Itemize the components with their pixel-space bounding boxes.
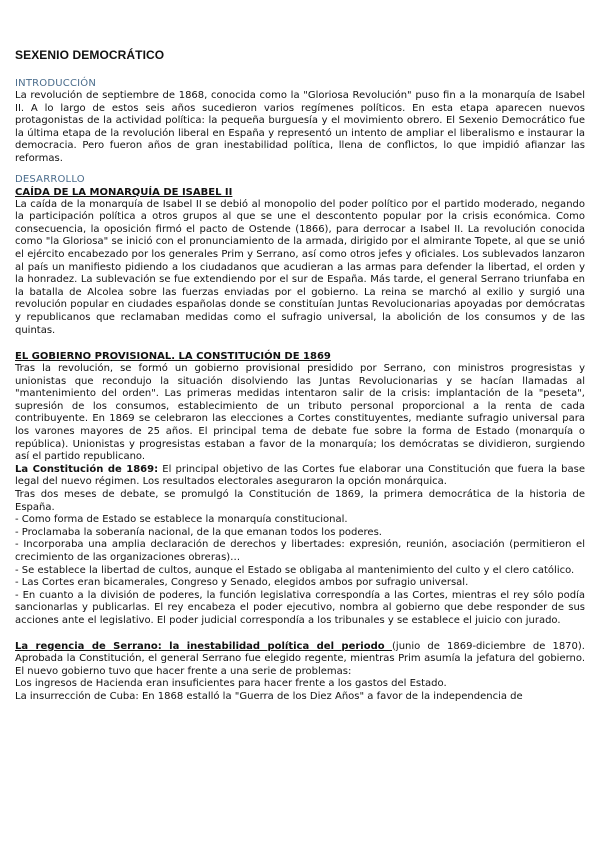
regency-line-treasury: Los ingresos de Hacienda eran insuficientes para hacer frente a los gastos del Estado. (15, 678, 447, 690)
constitution-paragraph (15, 464, 585, 489)
intro-paragraph: La revolución de septiembre de 1868, conocida como la "Gloriosa Revolución" puso fin a la monarquía de Isabel II. A lo largo de estos seis años sucedieron varios regímenes políticos. En esta etapa aparecen nuevos protagonistas de la actividad política: la pequeña burguesía y el movimiento obrero. El Sexenio Democrático fue la última etapa de la revolución liberal en España y representó un intento de ampliar el liberalismo e instaurar la democracia. Pero fueron años de gran inestabilidad política, llena de conflictos, lo que impidió afianzar las reformas. (15, 90, 585, 164)
provisional-paragraph: Tras la revolución, se formó un gobierno provisional presidido por Serrano, con ministros progresistas y unionistas que recondujo la situación disolviendo las Juntas Revolucionarias y se hacían llamadas al "mantenimiento del orden". Las primeras medidas intentaron salir de la crisis: implantación de la "peseta", supresión de los consumos, establecimiento de un tributo personal proporcional a la renta de cada contribuyente. En 1869 se celebraron las elecciones a Cortes constituyentes, mediante sufragio universal para los varones mayores de 25 años. El principal tema de debate fue sobre la forma de Estado (monarquía o república). Unionistas y progresistas estaban a favor de la monarquía; los demócratas se dividieron, surgiendo así el partido republicano. (15, 363, 585, 463)
regency-paragraph (15, 641, 585, 679)
list-item: - Como forma de Estado se establece la monarquía constitucional. (15, 514, 348, 526)
regency-text: (junio de 1869-diciembre de 1870). Aprobada la Constitución, el general Serrano fue elegido regente, mientras Prim asumía la jefatura del gobierno. El nuevo gobierno tuvo que hacer frente a una serie de problemas: (15, 640, 585, 677)
regency-line-cuba: La insurrección de Cuba: En 1868 estalló la "Guerra de los Diez Años" a favor de la independencia de (15, 690, 523, 702)
heading-fall-of-monarchy: CAÍDA DE LA MONARQUÍA DE ISABEL II (15, 186, 233, 198)
list-item: - Las Cortes eran bicamerales, Congreso y Senado, elegidos ambos por sufragio universal. (15, 577, 469, 589)
document-page (15, 48, 585, 704)
heading-regency: La regencia de Serrano: la inestabilidad política del periodo (15, 640, 393, 652)
document-title: SEXENIO DEMOCRÁTICO (15, 48, 165, 62)
list-item: - Se establece la libertad de cultos, aunque el Estado se obligaba al mantenimiento del culto y el clero católico. (15, 564, 575, 576)
section-label-intro: INTRODUCCIÓN (15, 78, 97, 89)
list-item: - En cuanto a la división de poderes, la función legislativa correspondía a las Cortes, mientras el rey sólo podía sancionarlas y publicarlas. El rey encabeza el poder ejecutivo, nombra al gobierno que debe responder de sus acciones ante el legislativo. El poder judicial correspondía a los tribunales y se establece el juicio con jurado. (15, 589, 585, 626)
fall-paragraph: La caída de la monarquía de Isabel II se debió al monopolio del poder político por el partido moderado, negando la participación política a otros grupos al que se une el descontento popular por la crisis económica. Como consecuencia, la oposición firmó el pacto de Ostende (1866), para derrocar a Isabel II. La revolución conocida como "la Gloriosa" se inició con el pronunciamiento de la armada, dirigido por el almirante Topete, al que se unió el ejército encabezado por los generales Prim y Serrano, así como otros jefes y oficiales. Los sublevados lanzaron al país un manifiesto pidiendo a los ciudadanos que acudieran a las armas para defender la libertad, el orden y la honradez. La sublevación se fue extendiendo por el sur de España. Más tarde, el general Serrano triunfaba en la batalla de Alcolea sobre las fuerzas enviadas por el gobierno. La reina se marchó al exilio y surgió una revolución popular en ciudades españolas donde se constituían Juntas Revolucionarias apoyadas por demócratas y republicanos que reclamaban medidas como el sufragio universal, la abolición de los consumos y de las quintas. (15, 198, 585, 336)
constitution-label: La Constitución de 1869: (15, 463, 159, 475)
constitution-points-list (15, 514, 585, 627)
heading-provisional-government: EL GOBIERNO PROVISIONAL. LA CONSTITUCIÓN DE 1869 (15, 351, 331, 363)
section-label-development: DESARROLLO (15, 173, 85, 185)
list-item: - Incorporaba una amplia declaración de derechos y libertades: expresión, reunión, asociación (permitieron el crecimiento de las organizaciones obreras)… (15, 539, 585, 563)
promulgation-paragraph: Tras dos meses de debate, se promulgó la Constitución de 1869, la primera democrática de la historia de España. (15, 489, 585, 513)
list-item: - Proclamaba la soberanía nacional, de la que emanan todos los poderes. (15, 526, 382, 538)
constitution-text: El principal objetivo de las Cortes fue elaborar una Constitución que fuera la base legal del nuevo régimen. Los resultados electorales aseguraron la opción monárquica. (15, 463, 585, 488)
